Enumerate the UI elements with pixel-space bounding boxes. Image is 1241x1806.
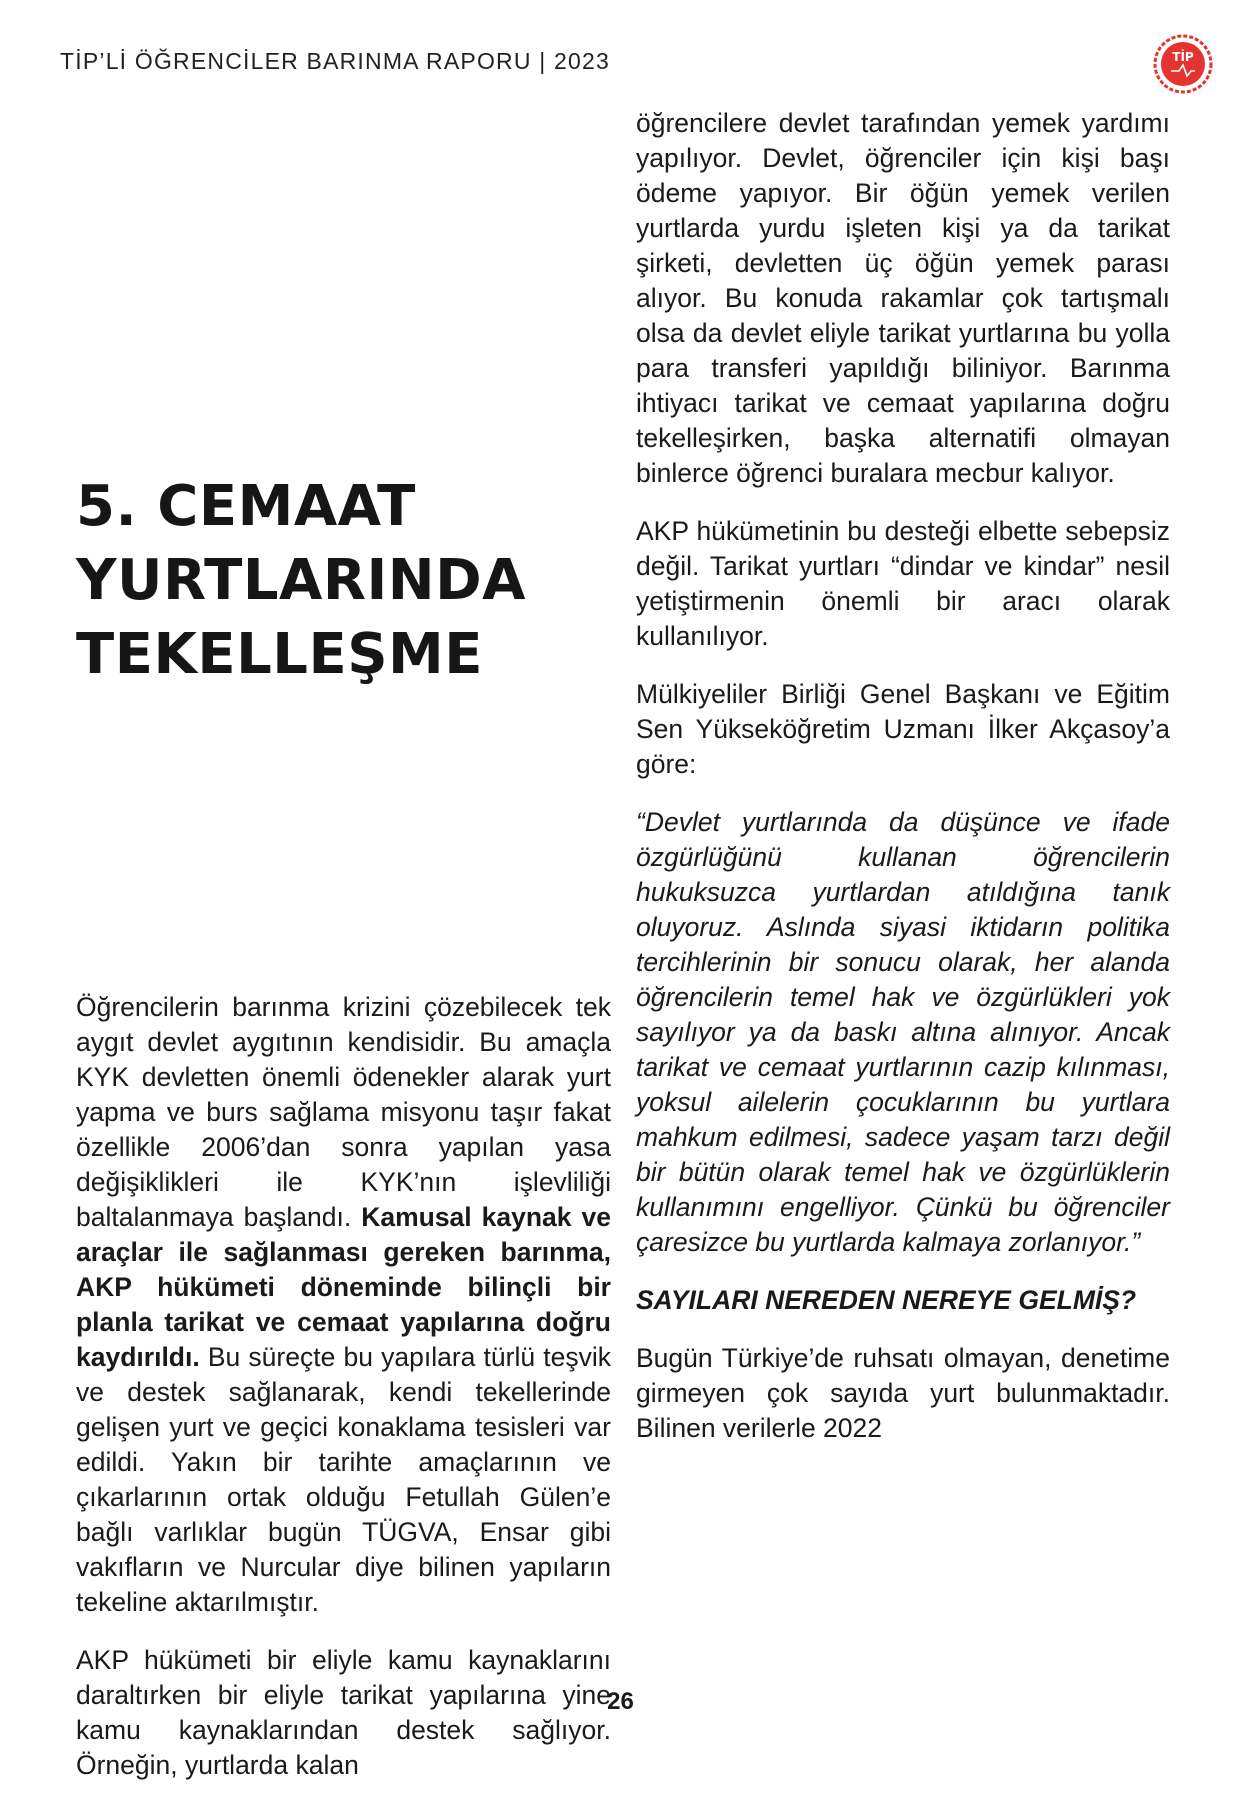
right-paragraph-1: öğrencilere devlet tarafından yemek yardımı yapılıyor. Devlet, öğrenciler için kişi başı ödeme yapıyor. Bir öğün yemek verilen yurtlarda yurdu işleten kişi ya da tarikat şirketi, devletten üç öğün yemek parası alıyor. Bu konuda rakamlar çok tartışmalı olsa da devlet eliyle tarikat yurtlarına bu yolla para transferi yapıldığı biliniyor. Barınma ihtiyacı tarikat ve cemaat yapılarına doğru tekelleşirken, başka alternatifi olmayan binlerce öğrenci buralara mecbur kalıyor. [636, 108, 1170, 488]
left-paragraph-1-emphasis: Kamusal kaynak ve araçlar ile sağlanması gereken barınma, AKP hükümeti döneminde bilinçli bir planla tarikat ve cemaat yapılarına doğru kaydırıldı. [76, 1202, 612, 1372]
left-column [76, 470, 611, 1806]
right-paragraph-3: Mülkiyeliler Birliği Genel Başkanı ve Eğitim Sen Yükseköğretim Uzmanı İlker Akçasoy’a göre: [636, 679, 1170, 779]
right-paragraph-2: AKP hükümetinin bu desteği elbette sebepsiz değil. Tarikat yurtları “dindar ve kindar” nesil yetiştirmenin önemli bir aracı olarak kullanılıyor. [636, 516, 1170, 651]
subheading: SAYILARI NEREDEN NEREYE GELMİŞ? [636, 1285, 1137, 1315]
left-paragraph-1-rest: Bu süreçte bu yapılara türlü teşvik ve destek sağlanarak, kendi tekellerinde gelişen yurt ve geçici konaklama tesisleri var edildi. Yakın bir tarihte amaçlarının ve çıkarlarının ortak olduğu Fetullah Gülen’e bağlı varlıklar bugün TÜGVA, Ensar gibi vakıfların ve Nurcular diye bilinen yapıların tekeline aktarılmıştır. [76, 1342, 611, 1617]
left-paragraph-1-intro: Öğrencilerin barınma krizini çözebilecek tek aygıt devlet aygıtının kendisidir. Bu amaçla KYK devletten önemli ödenekler alarak yurt yapma ve burs sağlama misyonu taşır fakat özellikle 2006’dan sonra yapılan yasa değişiklikleri ile KYK’nın işlevliliği baltalanmaya başlandı. [76, 992, 611, 1232]
quote-block [636, 805, 1170, 1260]
left-paragraph-2: AKP hükümeti bir eliyle kamu kaynaklarını daraltırken bir eliyle tarikat yapılarına yine kamu kaynaklarından destek sağlıyor. Örneğin, yurtlarda kalan [76, 1645, 611, 1780]
page-number: 26 [607, 1688, 634, 1715]
right-paragraph-4: Bugün Türkiye’de ruhsatı olmayan, denetime girmeyen çok sayıda yurt bulunmaktadır. Bilinen verilerle 2022 [636, 1343, 1170, 1443]
right-column [636, 106, 1170, 1469]
tip-logo-icon [1153, 34, 1213, 94]
report-header: TİP’Lİ ÖĞRENCİLER BARINMA RAPORU | 2023 [60, 48, 610, 74]
logo-text: TİP [1172, 50, 1194, 64]
left-paragraph-1 [76, 990, 611, 1620]
quote-text: “Devlet yurtlarında da düşünce ve ifade özgürlüğünü kullanan öğrencilerin hukuksuzca yurtlardan atıldığına tanık oluyoruz. Aslında siyasi iktidarın politika tercihlerinin bir sonucu olarak, her alanda öğrencilerin temel hak ve özgürlükleri yok sayılıyor ya da baskı altına alınıyor. Ancak tarikat ve cemaat yurtlarının cazip kılınması, yoksul ailelerin çocuklarının bu yurtlara mahkum edilmesi, sadece yaşam tarzı değil bir bütün olarak temel hak ve özgürlüklerin kullanımını engelliyor. Çünkü bu öğrenciler çaresizce bu yurtlarda kalmaya zorlanıyor.” [636, 807, 1170, 1257]
section-title: 5. CEMAAT YURTLARINDA TEKELLEŞME [76, 474, 526, 687]
